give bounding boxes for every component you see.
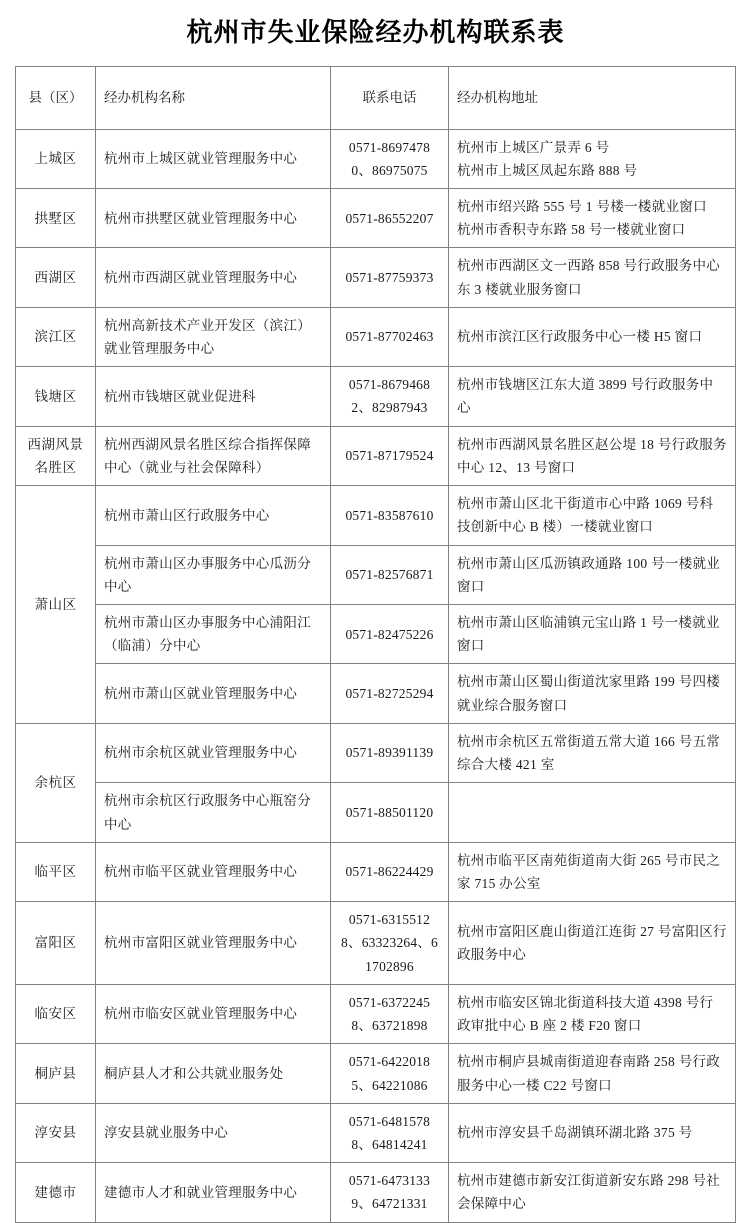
cell-county: 萧山区: [16, 486, 96, 724]
cell-phone: 0571-88501120: [331, 783, 449, 842]
cell-address: [449, 783, 736, 842]
column-header-organization: 经办机构名称: [96, 66, 331, 129]
table-row: [16, 248, 736, 307]
table-row: [16, 902, 736, 985]
cell-organization: 杭州市萧山区办事服务中心瓜沥分中心: [96, 545, 331, 604]
table-row: [16, 1163, 736, 1222]
table-body: [16, 129, 736, 1222]
table-row: [16, 188, 736, 247]
cell-address: 杭州市淳安县千岛湖镇环湖北路 375 号: [449, 1103, 736, 1162]
cell-phone: 0571-63722458、63721898: [331, 984, 449, 1043]
cell-address: 杭州市西湖风景名胜区赵公堤 18 号行政服务中心 12、13 号窗口: [449, 426, 736, 485]
cell-phone: 0571-86224429: [331, 842, 449, 901]
cell-address: 杭州市萧山区瓜沥镇政通路 100 号一楼就业窗口: [449, 545, 736, 604]
cell-phone: 0571-89391139: [331, 723, 449, 782]
table-row: [16, 783, 736, 842]
cell-organization: 杭州市萧山区办事服务中心浦阳江（临浦）分中心: [96, 605, 331, 664]
table-row: [16, 307, 736, 366]
table-row: [16, 1103, 736, 1162]
cell-organization: 杭州市上城区就业管理服务中心: [96, 129, 331, 188]
table-row: [16, 842, 736, 901]
cell-phone: 0571-86794682、82987943: [331, 367, 449, 426]
cell-phone: 0571-83587610: [331, 486, 449, 545]
cell-organization: 杭州市余杭区行政服务中心瓶窑分中心: [96, 783, 331, 842]
column-header-county: 县（区）: [16, 66, 96, 129]
cell-organization: 杭州市萧山区就业管理服务中心: [96, 664, 331, 723]
table-row: [16, 664, 736, 723]
cell-address: 杭州市萧山区蜀山街道沈家里路 199 号四楼就业综合服务窗口: [449, 664, 736, 723]
cell-address: 杭州市临平区南苑街道南大街 265 号市民之家 715 办公室: [449, 842, 736, 901]
contact-table: [15, 66, 736, 1223]
column-header-address: 经办机构地址: [449, 66, 736, 129]
cell-organization: 杭州高新技术产业开发区（滨江）就业管理服务中心: [96, 307, 331, 366]
cell-organization: 杭州市临平区就业管理服务中心: [96, 842, 331, 901]
cell-organization: 杭州市余杭区就业管理服务中心: [96, 723, 331, 782]
cell-phone: 0571-63155128、63323264、61702896: [331, 902, 449, 985]
cell-organization: 杭州市萧山区行政服务中心: [96, 486, 331, 545]
cell-address: 杭州市钱塘区江东大道 3899 号行政服务中心: [449, 367, 736, 426]
cell-phone: 0571-64220185、64221086: [331, 1044, 449, 1103]
page-title: 杭州市失业保险经办机构联系表: [186, 18, 565, 47]
cell-organization: 杭州市西湖区就业管理服务中心: [96, 248, 331, 307]
cell-organization: 杭州西湖风景名胜区综合指挥保障中心（就业与社会保障科）: [96, 426, 331, 485]
cell-county: 临平区: [16, 842, 96, 901]
cell-phone: 0571-82576871: [331, 545, 449, 604]
cell-phone: 0571-87759373: [331, 248, 449, 307]
cell-phone: 0571-87179524: [331, 426, 449, 485]
cell-address: 杭州市上城区广景弄 6 号 杭州市上城区凤起东路 888 号: [449, 129, 736, 188]
cell-county: 拱墅区: [16, 188, 96, 247]
cell-county: 西湖区: [16, 248, 96, 307]
cell-address: 杭州市萧山区北干街道市心中路 1069 号科技创新中心 B 楼）一楼就业窗口: [449, 486, 736, 545]
cell-county: 上城区: [16, 129, 96, 188]
cell-phone: 0571-64731339、64721331: [331, 1163, 449, 1222]
cell-county: 桐庐县: [16, 1044, 96, 1103]
cell-county: 余杭区: [16, 723, 96, 842]
cell-address: 杭州市临安区锦北街道科技大道 4398 号行政审批中心 B 座 2 楼 F20 窗口: [449, 984, 736, 1043]
cell-phone: 0571-82475226: [331, 605, 449, 664]
cell-organization: 桐庐县人才和公共就业服务处: [96, 1044, 331, 1103]
table-row: [16, 426, 736, 485]
cell-county: 建德市: [16, 1163, 96, 1222]
table-header-row: [16, 66, 736, 129]
table-row: [16, 723, 736, 782]
column-header-phone: 联系电话: [331, 66, 449, 129]
table-row: [16, 1044, 736, 1103]
cell-address: 杭州市余杭区五常街道五常大道 166 号五常综合大楼 421 室: [449, 723, 736, 782]
cell-county: 淳安县: [16, 1103, 96, 1162]
table-row: [16, 984, 736, 1043]
cell-county: 滨江区: [16, 307, 96, 366]
cell-phone: 0571-87702463: [331, 307, 449, 366]
cell-phone: 0571-86552207: [331, 188, 449, 247]
cell-organization: 建德市人才和就业管理服务中心: [96, 1163, 331, 1222]
cell-organization: 淳安县就业服务中心: [96, 1103, 331, 1162]
table-row: [16, 605, 736, 664]
cell-address: 杭州市绍兴路 555 号 1 号楼一楼就业窗口 杭州市香积寺东路 58 号一楼就业窗口: [449, 188, 736, 247]
cell-county: 西湖风景名胜区: [16, 426, 96, 485]
cell-organization: 杭州市钱塘区就业促进科: [96, 367, 331, 426]
cell-address: 杭州市萧山区临浦镇元宝山路 1 号一楼就业窗口: [449, 605, 736, 664]
table-row: [16, 545, 736, 604]
cell-organization: 杭州市富阳区就业管理服务中心: [96, 902, 331, 985]
cell-county: 临安区: [16, 984, 96, 1043]
cell-county: 钱塘区: [16, 367, 96, 426]
table-header: [16, 66, 736, 129]
cell-address: 杭州市富阳区鹿山街道江连街 27 号富阳区行政服务中心: [449, 902, 736, 985]
cell-phone: 0571-64815788、64814241: [331, 1103, 449, 1162]
cell-organization: 杭州市临安区就业管理服务中心: [96, 984, 331, 1043]
cell-phone: 0571-82725294: [331, 664, 449, 723]
cell-organization: 杭州市拱墅区就业管理服务中心: [96, 188, 331, 247]
table-row: [16, 367, 736, 426]
cell-address: 杭州市滨江区行政服务中心一楼 H5 窗口: [449, 307, 736, 366]
cell-county: 富阳区: [16, 902, 96, 985]
cell-phone: 0571-86974780、86975075: [331, 129, 449, 188]
cell-address: 杭州市建德市新安江街道新安东路 298 号社会保障中心: [449, 1163, 736, 1222]
table-row: [16, 486, 736, 545]
table-row: [16, 129, 736, 188]
cell-address: 杭州市桐庐县城南街道迎春南路 258 号行政服务中心一楼 C22 号窗口: [449, 1044, 736, 1103]
cell-address: 杭州市西湖区文一西路 858 号行政服务中心东 3 楼就业服务窗口: [449, 248, 736, 307]
